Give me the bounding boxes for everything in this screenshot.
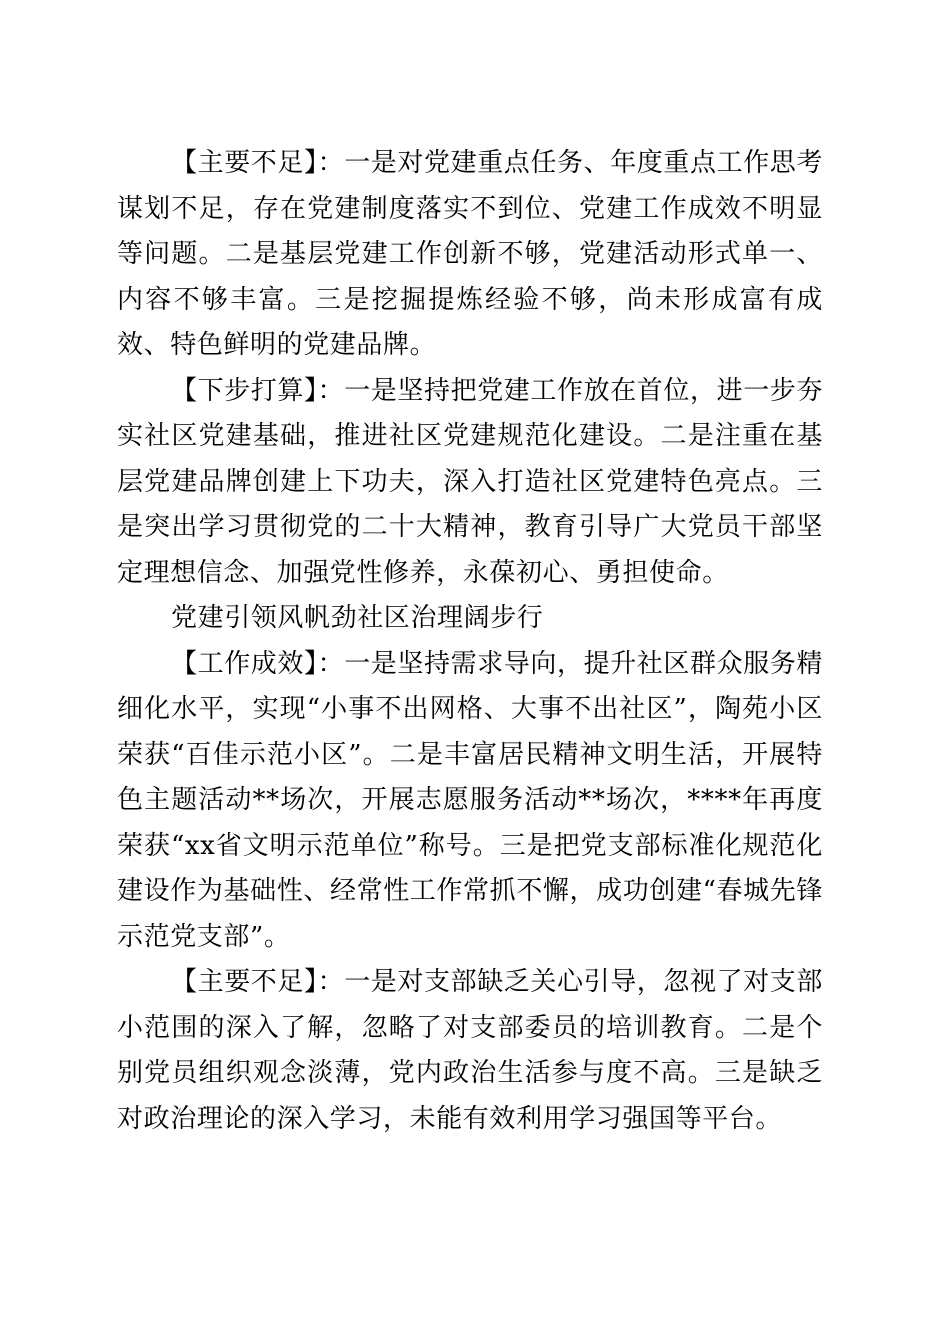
paragraph-work-results xyxy=(117,642,823,961)
section-title: 党建引领风帆劲社区治理阔步行 xyxy=(171,603,544,633)
paragraph-tag: 【下步打算】 xyxy=(171,375,318,406)
paragraph-tag: 【工作成效】 xyxy=(171,648,318,679)
document-body xyxy=(117,141,823,1142)
paragraph-tag: 【主要不足】 xyxy=(171,148,318,178)
paragraph-main-shortcomings xyxy=(117,141,823,369)
paragraph-text: ：一是对党建重点任务、年度重点工作思考谋划不足，存在党建制度落实不到位、党建工作成效不明显等问题。二是基层党建工作创新不够，党建活动形式单一、内容不够丰富。三是挖掘提炼经验不够，尚未形成富有成效、特色鲜明的党建品牌。 xyxy=(117,148,824,360)
paragraph-branch-shortcomings xyxy=(117,960,823,1142)
paragraph-tag: 【主要不足】 xyxy=(171,967,318,997)
paragraph-next-plans xyxy=(117,369,823,597)
paragraph-text: ：一是坚持把党建工作放在首位，进一步夯实社区党建基础，推进社区党建规范化建设。二是注重在基层党建品牌创建上下功夫，深入打造社区党建特色亮点。三是突出学习贯彻党的二十大精神，教育引导广大党员干部坚定理想信念、加强党性修养，永葆初心、勇担使命。 xyxy=(117,375,824,588)
paragraph-text: ：一是对支部缺乏关心引导，忽视了对支部小范围的深入了解，忽略了对支部委员的培训教育。二是个别党员组织观念淡薄，党内政治生活参与度不高。三是缺乏对政治理论的深入学习，未能有效利用学习强国等平台。 xyxy=(117,967,824,1134)
paragraph-text: ：一是坚持需求导向，提升社区群众服务精细化水平，实现“小事不出网格、大事不出社区”，陶苑小区荣获“百佳示范小区”。二是丰富居民精神文明生活，开展特色主题活动**场次，开展志愿服务活动**场次，****年再度荣获“xx省文明示范单位”称号。三是把党支部标准化规范化建设作为基础性、经常性工作常抓不懈，成功创建“春城先锋示范党支部”。 xyxy=(117,648,824,952)
